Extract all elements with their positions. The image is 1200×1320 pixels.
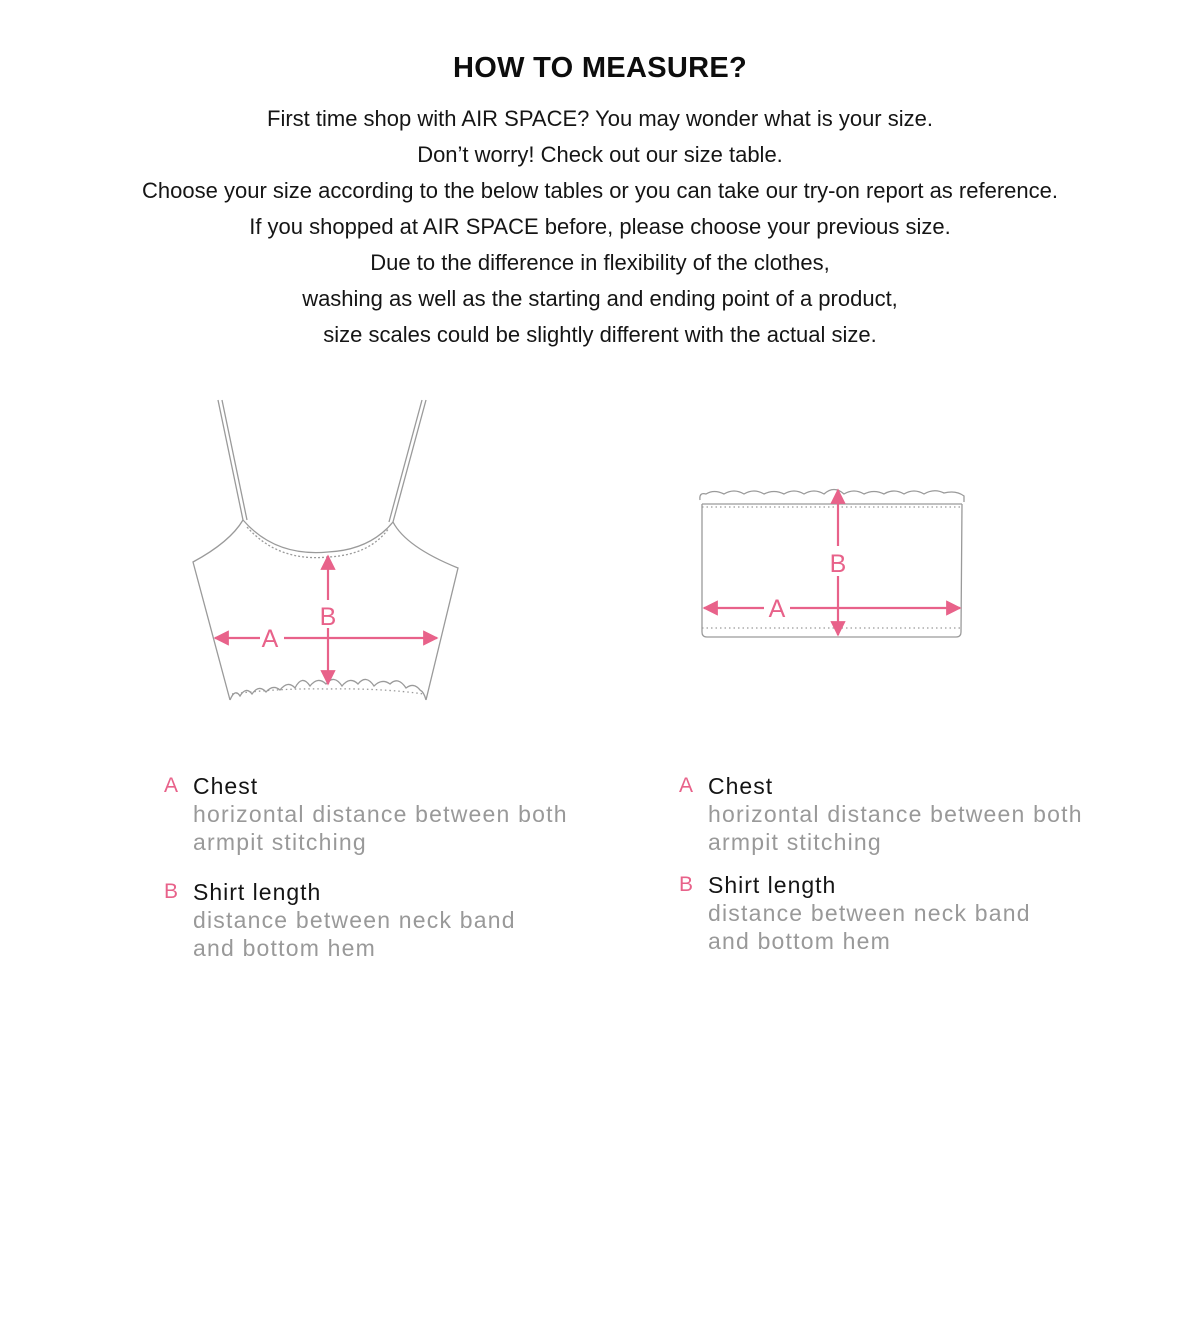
legend-desc: armpit stitching [193, 829, 367, 855]
legend-letter: A [164, 774, 179, 797]
legend-desc: and bottom hem [708, 928, 892, 954]
legend-item-shirt-length [679, 871, 1149, 955]
intro-line: size scales could be slightly different with the actual size. [323, 322, 877, 347]
legend-item-shirt-length [164, 878, 634, 962]
legend-name: Shirt length [708, 872, 837, 898]
measure-a-label: A [261, 625, 279, 653]
intro-line: Choose your size according to the below tables or you can take our try-on report as reference. [142, 178, 1058, 203]
measure-a-label: A [768, 595, 786, 623]
cami-crop-top-icon [180, 392, 470, 708]
garment-outline [193, 400, 458, 700]
cami-crop-top-diagram [180, 392, 470, 708]
legend-letter: B [164, 880, 179, 903]
intro-line: If you shopped at AIR SPACE before, please choose your previous size. [249, 214, 951, 239]
intro-line: First time shop with AIR SPACE? You may wonder what is your size. [267, 106, 933, 131]
measurement-legend-right [679, 772, 1149, 955]
legend-item-chest [164, 772, 634, 856]
measure-b-label: B [319, 603, 337, 631]
measurement-legend-left [164, 772, 634, 962]
legend-desc: distance between neck band [193, 907, 516, 933]
legend-letter: B [679, 873, 694, 896]
legend-desc: and bottom hem [193, 935, 377, 961]
legend-letter: A [679, 774, 694, 797]
bandeau-tube-top-icon [690, 480, 975, 645]
intro-text [0, 101, 1200, 353]
legend-desc: armpit stitching [708, 829, 882, 855]
intro-line: Due to the difference in flexibility of the clothes, [370, 250, 830, 275]
legend-desc: distance between neck band [708, 900, 1031, 926]
intro-line: washing as well as the starting and ending point of a product, [302, 286, 898, 311]
measure-b-label: B [829, 550, 847, 578]
legend-name: Chest [193, 773, 259, 799]
legend-item-chest [679, 772, 1149, 856]
legend-name: Shirt length [193, 879, 322, 905]
intro-line: Don’t worry! Check out our size table. [417, 142, 783, 167]
legend-desc: horizontal distance between both [193, 801, 568, 827]
page-title: HOW TO MEASURE? [453, 52, 747, 84]
legend-desc: horizontal distance between both [708, 801, 1083, 827]
legend-name: Chest [708, 773, 774, 799]
bandeau-tube-top-diagram [690, 480, 975, 645]
